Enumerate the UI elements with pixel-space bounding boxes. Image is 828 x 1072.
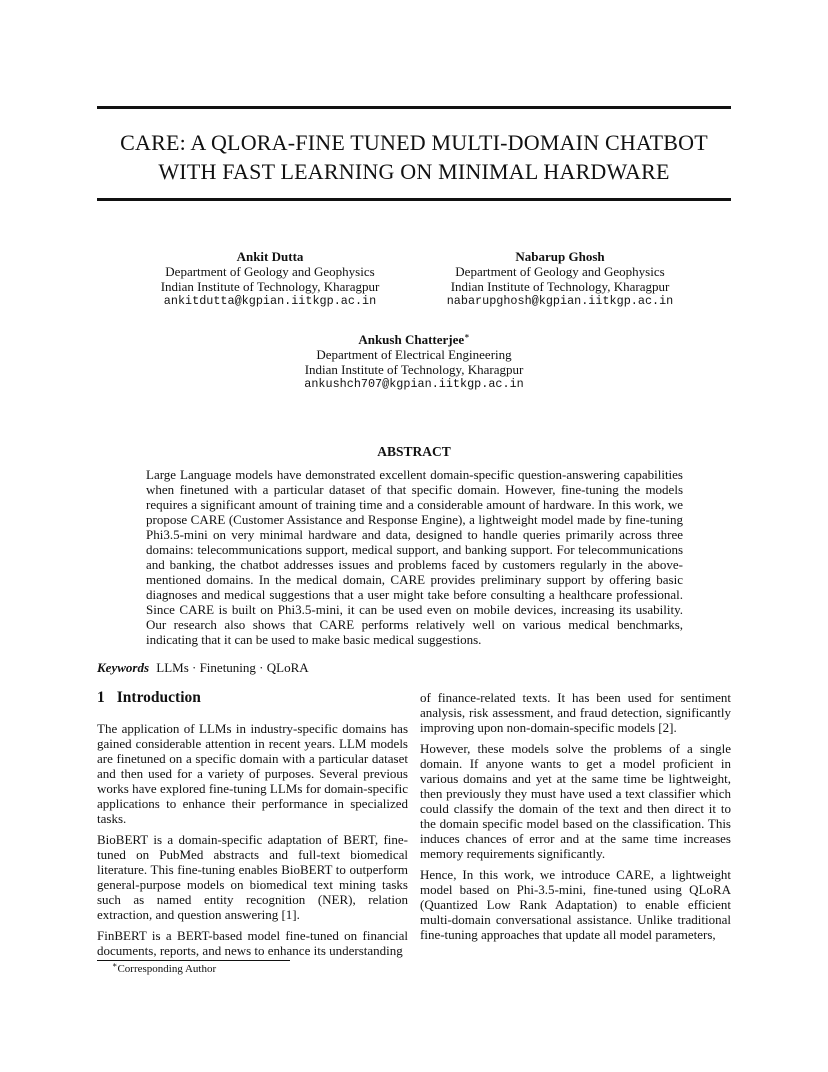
paragraph: of finance-related texts. It has been used for sentiment analysis, risk assessment, and fraud detection, significantly improving upon non-domain-specific models [2].	[420, 690, 731, 735]
footnote-rule	[97, 960, 290, 961]
footnote	[112, 960, 217, 975]
paper-title	[97, 128, 731, 186]
author-institution: Indian Institute of Technology, Kharagpur	[160, 279, 380, 294]
left-column	[97, 689, 408, 964]
author-block	[284, 332, 544, 392]
keywords-label: Keywords	[97, 660, 149, 675]
section-heading	[97, 689, 408, 707]
paragraph: The application of LLMs in industry-specific domains has gained considerable attention in recent years. LLM models are finetuned on a specific domain with a particular dataset and then used for a variety of purposes. Several previous works have explored fine-tuning LLMs for domain-specific applications to enhance their performance in specialized tasks.	[97, 721, 408, 826]
right-column	[420, 690, 731, 948]
author-email[interactable]: ankushch707@kgpian.iitkgp.ac.in	[304, 377, 524, 391]
footnote-text: Corresponding Author	[117, 963, 217, 975]
author-department: Department of Geology and Geophysics	[165, 264, 375, 279]
author-email[interactable]: nabarupghosh@kgpian.iitkgp.ac.in	[446, 294, 674, 308]
title-line-2: WITH FAST LEARNING ON MINIMAL HARDWARE	[158, 159, 670, 184]
title-line-1: CARE: A QLORA-FINE TUNED MULTI-DOMAIN CHATBOT	[120, 130, 708, 155]
paragraph: FinBERT is a BERT-based model fine-tuned on financial documents, reports, and news to enhance its understanding	[97, 928, 408, 958]
author-institution: Indian Institute of Technology, Kharagpur	[304, 362, 524, 377]
section-number: 1	[97, 689, 105, 706]
author-name: Nabarup Ghosh	[515, 249, 605, 264]
paragraph: Hence, In this work, we introduce CARE, a lightweight model based on Phi-3.5-mini, fine-tuned using QLoRA (Quantized Low Rank Adaptation) to enable efficient multi-domain conversational assistance. Unlike traditional fine-tuning approaches that update all model parameters,	[420, 867, 731, 942]
author-institution: Indian Institute of Technology, Kharagpur	[450, 279, 670, 294]
author-email[interactable]: ankitdutta@kgpian.iitkgp.ac.in	[163, 294, 377, 308]
keywords-text: LLMs · Finetuning · QLoRA	[156, 660, 309, 675]
footnote-marker: ∗	[464, 331, 470, 341]
title-rule-top	[97, 106, 731, 109]
author-block	[140, 249, 400, 309]
paragraph: However, these models solve the problems of a single domain. If anyone wants to get a model proficient in various domains and yet at the same time be lightweight, then previously they must have used a text classifier which could classify the domain of the text and then direct it to the domain specific model based on the classification. This induces chances of error and at the same time increases memory requirements significantly.	[420, 741, 731, 861]
author-block	[430, 249, 690, 309]
author-name: Ankush Chatterjee	[358, 332, 465, 347]
author-department: Department of Geology and Geophysics	[455, 264, 665, 279]
author-department: Department of Electrical Engineering	[316, 347, 512, 362]
footnote-marker: ∗	[112, 960, 118, 970]
section-title: Introduction	[116, 689, 201, 706]
abstract-body: Large Language models have demonstrated excellent domain-specific question-answering capabilities when finetuned with a particular dataset of that specific domain. However, fine-tuning the models requires a significant amount of training time and a considerable amount of hardware. In this work, we propose CARE (Customer Assistance and Response Engine), a lightweight model made by fine-tuning Phi3.5-mini on very minimal hardware and data, designed to handle queries primarily across three domains: telecommunications support, medical support, and banking support. For telecommunications and banking, the chatbot addresses issues and problems faced by customers regularly in the above-mentioned domains. In the medical domain, CARE provides preliminary support by offering basic diagnoses and medical suggestions that a user might take before consulting a healthcare professional. Since CARE is built on Phi3.5-mini, it can be used even on mobile devices, increasing its usability. Our research also shows that CARE performs relatively well on various medical benchmarks, indicating that it can be used to make basic medical suggestions.	[146, 467, 683, 647]
abstract-heading: ABSTRACT	[377, 444, 451, 459]
paragraph: BioBERT is a domain-specific adaptation of BERT, fine-tuned on PubMed abstracts and full-text biomedical literature. This fine-tuning enables BioBERT to outperform general-purpose models on biomedical text mining tasks such as named entity recognition (NER), relation extraction, and question answering [1].	[97, 832, 408, 922]
author-name: Ankit Dutta	[236, 249, 304, 264]
keywords-line	[97, 660, 309, 676]
title-rule-bottom	[97, 198, 731, 201]
author-name-row	[284, 332, 544, 347]
